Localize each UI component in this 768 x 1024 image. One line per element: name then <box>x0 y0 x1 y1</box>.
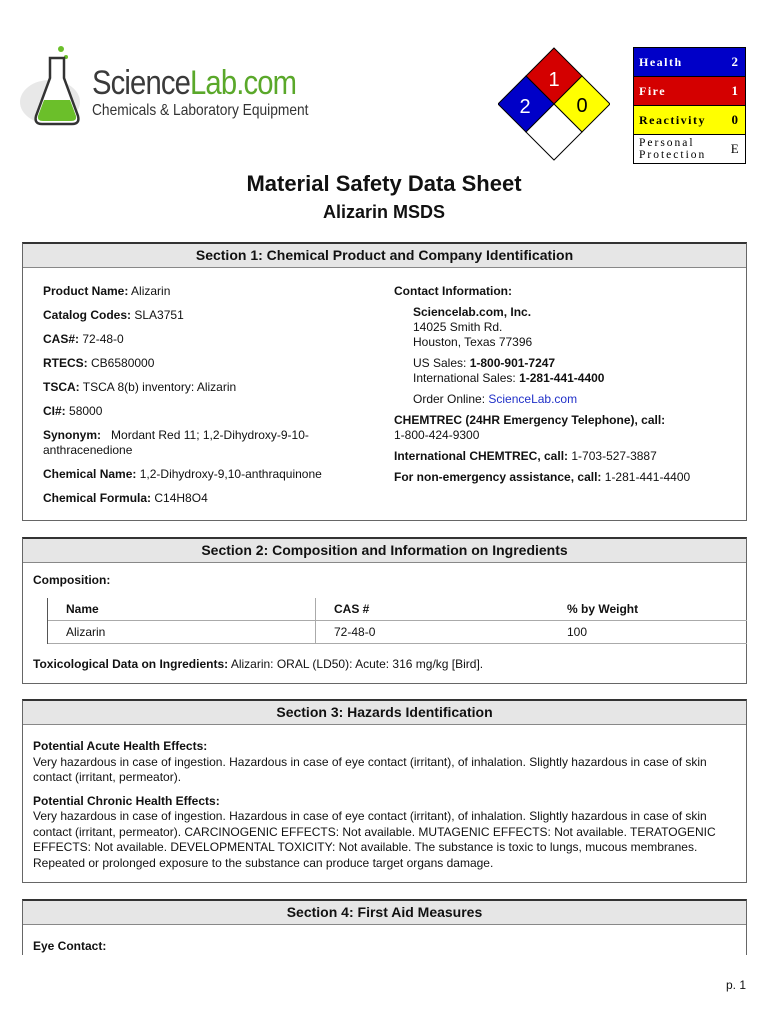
nfpa-fire-value: 1 <box>548 69 560 91</box>
toxicological-data <box>33 657 483 671</box>
field-label: TSCA: <box>43 380 80 394</box>
tox-label: Toxicological Data on Ingredients: <box>33 657 229 671</box>
table-cell: Alizarin <box>48 621 316 643</box>
table-row <box>48 621 747 644</box>
hazard-value: 1 <box>720 77 746 106</box>
chemtrec-phone: 1-800-424-9300 <box>394 428 480 442</box>
address-line-1: 14025 Smith Rd. <box>413 320 503 334</box>
chronic-text: Very hazardous in case of ingestion. Hazardous in case of eye contact (irritant), of inhalation. Slightly hazardous in case of skin contact (irritant, permeator). CARCINOGENIC EFFECTS: Not available. MUTAGENIC EFFECTS: Not available. TERATOGENIC EFFECTS: Not available. DEVELOPMENTAL TOXICITY: Not available. The substance is toxic to lungs, mucous membranes. Repeated or prolonged exposure to the substance can produce target organs damage. <box>33 809 716 870</box>
cas-row <box>43 332 373 347</box>
field-label: Synonym: <box>43 428 102 442</box>
hazard-row-fire <box>634 77 746 106</box>
product-name-value: Alizarin <box>131 284 171 298</box>
rtecs-row <box>43 356 373 371</box>
section-3-heading: Section 3: Hazards Identification <box>23 701 746 725</box>
flask-icon <box>20 44 92 134</box>
formula-row <box>43 491 373 506</box>
tsca-value: TSCA 8(b) inventory: Alizarin <box>82 380 237 394</box>
logo-subtitle: Chemicals & Laboratory Equipment <box>92 102 309 119</box>
logo-com: .com <box>236 64 297 102</box>
nfpa-reactivity-value: 0 <box>576 95 588 117</box>
eye-contact-label: Eye Contact: <box>33 939 107 953</box>
hazard-value: 0 <box>720 106 746 135</box>
tsca-row <box>43 380 373 395</box>
non-emergency <box>394 470 734 485</box>
cas-value: 72-48-0 <box>82 332 124 346</box>
logo-lab: Lab <box>190 64 237 102</box>
page-number: p. 1 <box>725 978 746 992</box>
hazard-label: Reactivity <box>634 106 720 135</box>
field-label: Product Name: <box>43 284 129 298</box>
column-header: Name <box>48 598 316 620</box>
nfpa-health-value: 2 <box>519 96 531 118</box>
synonym-value: Mordant Red 11; 1,2-Dihydroxy-9-10-anthracenedione <box>43 428 309 457</box>
composition-label: Composition: <box>33 573 111 587</box>
logo-science: Science <box>92 64 191 102</box>
field-label: Order Online: <box>413 392 486 406</box>
rtecs-value: CB6580000 <box>91 356 155 370</box>
pp-line2: Protection <box>639 149 707 161</box>
acute-text: Very hazardous in case of ingestion. Hazardous in case of eye contact (irritant), of inhalation. Slightly hazardous in case of skin contact (irritant, permeator). <box>33 754 707 784</box>
us-sales-phone: 1-800-901-7247 <box>469 356 556 370</box>
chronic-effects <box>33 794 728 872</box>
ci-value: 58000 <box>69 404 103 418</box>
contact-info <box>394 284 734 485</box>
us-sales <box>394 356 734 371</box>
synonym-row <box>43 428 373 458</box>
column-header: CAS # <box>334 602 370 616</box>
hazard-row-reactivity <box>634 106 746 135</box>
field-label: CAS#: <box>43 332 80 346</box>
table-cell: 100 <box>567 625 588 639</box>
hazard-label <box>634 135 720 164</box>
section-1 <box>22 242 747 521</box>
hazards-body <box>33 739 728 879</box>
non-emergency-phone: 1-281-441-4400 <box>604 470 691 484</box>
acute-label: Potential Acute Health Effects: <box>33 739 208 753</box>
hazard-row-health <box>634 48 746 77</box>
non-emergency-label: For non-emergency assistance, call: <box>394 470 602 484</box>
contact-heading <box>394 284 734 299</box>
section-1-heading: Section 1: Chemical Product and Company Identification <box>23 244 746 268</box>
field-label: Chemical Name: <box>43 467 137 481</box>
composition-table <box>47 598 747 644</box>
section-3 <box>22 699 747 883</box>
contact-label: Contact Information: <box>394 284 512 298</box>
table-header <box>48 598 747 621</box>
acute-effects <box>33 739 728 786</box>
hazard-rating-table <box>633 47 746 164</box>
eye-contact <box>33 939 106 953</box>
formula-value: C14H8O4 <box>154 491 208 505</box>
section-2-heading: Section 2: Composition and Information on Ingredients <box>23 539 746 563</box>
company-name: Sciencelab.com, Inc. <box>413 305 532 319</box>
chemtrec <box>394 413 734 443</box>
intl-chemtrec <box>394 449 734 464</box>
page-title: Material Safety Data Sheet <box>246 171 522 196</box>
chemical-name-value: 1,2-Dihydroxy-9,10-anthraquinone <box>139 467 322 481</box>
catalog-row <box>43 308 373 323</box>
section-4 <box>22 899 747 955</box>
hazard-row-personal-protection <box>634 135 746 164</box>
column-header: % by Weight <box>567 602 639 616</box>
section-4-heading: Section 4: First Aid Measures <box>23 901 746 925</box>
tox-value: Alizarin: ORAL (LD50): Acute: 316 mg/kg [Bird]. <box>230 657 484 671</box>
hazard-value: 2 <box>720 48 746 77</box>
order-online <box>394 392 734 407</box>
field-label: RTECS: <box>43 356 88 370</box>
intl-chemtrec-phone: 1-703-527-3887 <box>571 449 657 463</box>
table-cell: 72-48-0 <box>334 625 376 639</box>
page-subtitle: Alizarin MSDS <box>322 202 446 222</box>
field-label: Chemical Formula: <box>43 491 152 505</box>
ci-row <box>43 404 373 419</box>
hazard-label: Health <box>634 48 720 77</box>
chemtrec-label: CHEMTREC (24HR Emergency Telephone), call: <box>394 413 666 427</box>
hazard-value: E <box>720 135 746 164</box>
chronic-label: Potential Chronic Health Effects: <box>33 793 220 808</box>
intl-chemtrec-label: International CHEMTREC, call: <box>394 449 569 463</box>
field-label: Catalog Codes: <box>43 308 132 322</box>
field-label: US Sales: <box>413 356 467 370</box>
sciencelab-logo <box>20 44 310 134</box>
section-2 <box>22 537 747 684</box>
product-name-row <box>43 284 373 299</box>
nfpa-diamond <box>498 46 610 164</box>
sciencelab-link[interactable]: ScienceLab.com <box>488 392 578 406</box>
intl-sales-phone: 1-281-441-4400 <box>519 371 605 385</box>
product-details <box>43 284 373 515</box>
pp-line1: Personal <box>639 137 695 149</box>
chemical-name-row <box>43 467 373 482</box>
hazard-label: Fire <box>634 77 720 106</box>
catalog-value: SLA3751 <box>134 308 184 322</box>
field-label: International Sales: <box>413 371 516 385</box>
address-line-2: Houston, Texas 77396 <box>413 335 533 349</box>
field-label: CI#: <box>43 404 66 418</box>
intl-sales <box>394 371 734 386</box>
